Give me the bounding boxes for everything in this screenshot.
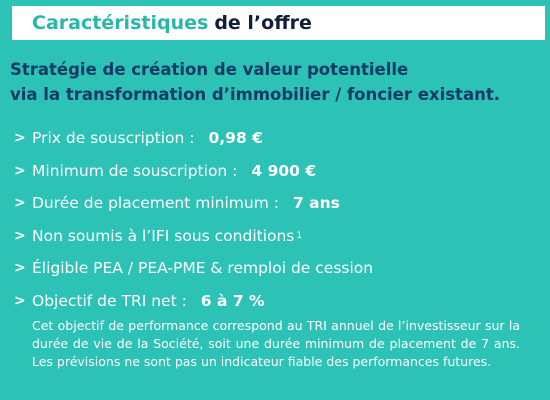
chevron-right-icon: > (14, 227, 26, 244)
disclaimer-note: Cet objectif de performance correspond au TRI annuel de l’investisseur sur la durée de vie de la Société, soit une durée minimum de placement de 7 ans. Les prévisions ne sont pas un indicateur fiable des performances futures. (32, 318, 520, 369)
feature-pea (14, 252, 534, 285)
feature-value: 0,98 € (208, 129, 263, 148)
header-title-rest: de l’offre (214, 12, 312, 34)
feature-price (14, 122, 534, 155)
feature-label: Éligible PEA / PEA-PME & remploi de cession (32, 259, 374, 278)
feature-value: 7 ans (292, 194, 340, 213)
section-header (12, 6, 545, 40)
chevron-right-icon: > (14, 292, 26, 309)
feature-tri (14, 285, 534, 318)
chevron-right-icon: > (14, 260, 26, 277)
feature-label: Durée de placement minimum : (32, 194, 279, 213)
feature-label: Objectif de TRI net : (32, 291, 187, 310)
feature-label: Non soumis à l’IFI sous conditions (32, 226, 295, 245)
feature-value: 4 900 € (251, 161, 317, 180)
chevron-right-icon: > (14, 162, 26, 179)
feature-label: Minimum de souscription : (32, 161, 238, 180)
feature-ifi (14, 220, 534, 253)
footnote-marker: 1 (296, 230, 303, 241)
subtitle-line-2: via la transformation d’immobilier / foncier existant. (10, 85, 500, 104)
feature-value: 6 à 7 % (200, 291, 265, 310)
feature-minimum (14, 155, 534, 188)
header-title-highlight: Caractéristiques (32, 12, 209, 34)
feature-duration (14, 187, 534, 220)
subtitle-line-1: Stratégie de création de valeur potentielle (10, 60, 409, 79)
feature-label: Prix de souscription : (32, 129, 195, 148)
feature-list (14, 122, 534, 317)
strategy-subtitle (10, 57, 540, 107)
chevron-right-icon: > (14, 195, 26, 212)
chevron-right-icon: > (14, 130, 26, 147)
